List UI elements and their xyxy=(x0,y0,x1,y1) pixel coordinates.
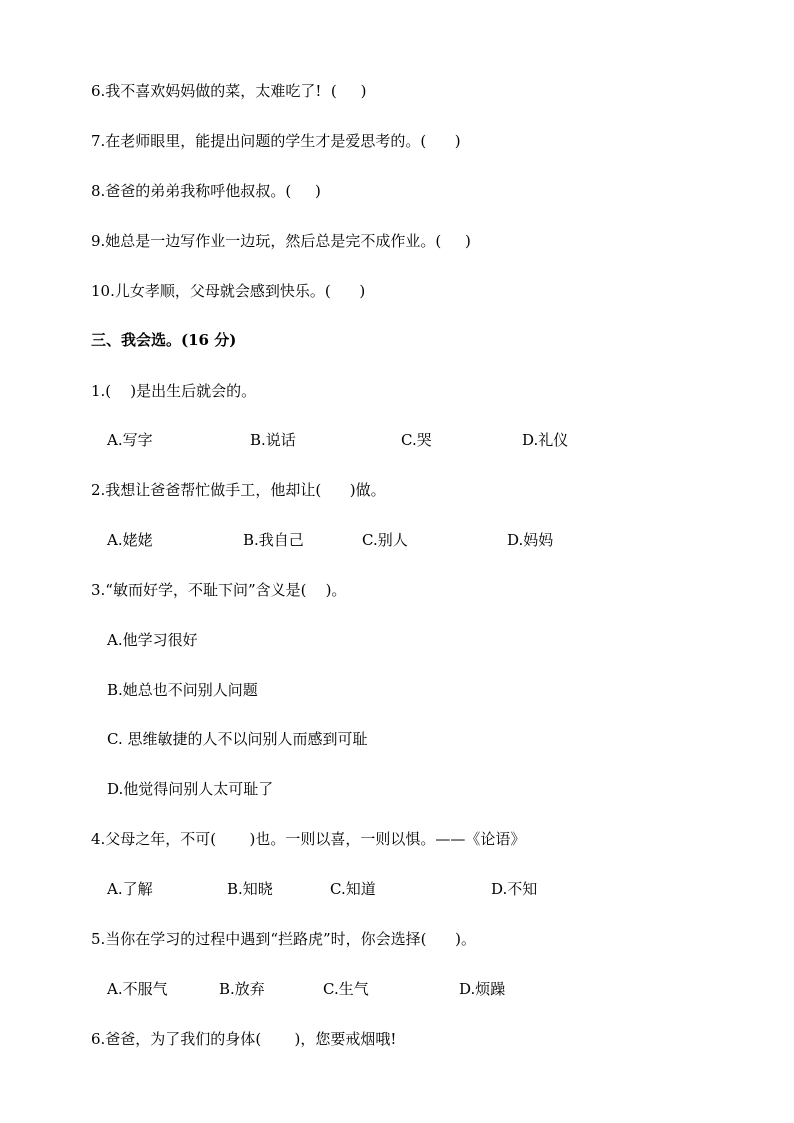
judgement-item-9: 9.她总是一边写作业一边玩，然后总是完不成作业。( ) xyxy=(91,232,471,250)
question-5-option-d: D.烦躁 xyxy=(459,980,506,998)
question-2-option-b: B.我自己 xyxy=(243,531,304,549)
question-4-option-a: A.了解 xyxy=(107,880,153,898)
question-6-stem: 6.爸爸，为了我们的身体( )，您要戒烟哦! xyxy=(91,1030,397,1048)
question-2-option-a: A.姥姥 xyxy=(107,531,153,549)
question-3-option-d: D.他觉得问别人太可耻了 xyxy=(107,780,274,798)
question-3-stem: 3.“敏而好学，不耻下问”含义是( )。 xyxy=(91,581,347,599)
question-3-option-c: C. 思维敏捷的人不以问别人而感到可耻 xyxy=(107,730,368,748)
question-4-option-d: D.不知 xyxy=(491,880,538,898)
question-4-option-b: B.知晓 xyxy=(227,880,273,898)
question-5-option-c: C.生气 xyxy=(323,980,369,998)
section-3-heading: 三、我会选。(16 分) xyxy=(91,331,237,349)
judgement-item-7: 7.在老师眼里，能提出问题的学生才是爱思考的。( ) xyxy=(91,132,461,150)
question-5-stem: 5.当你在学习的过程中遇到“拦路虎”时，你会选择( )。 xyxy=(91,930,476,948)
question-2-option-c: C.别人 xyxy=(362,531,408,549)
judgement-item-10: 10.儿女孝顺，父母就会感到快乐。( ) xyxy=(91,282,366,300)
question-3-option-a: A.他学习很好 xyxy=(107,631,198,649)
question-2-option-d: D.妈妈 xyxy=(507,531,554,549)
question-1-option-a: A.写字 xyxy=(107,431,153,449)
question-3-option-b: B.她总也不问别人问题 xyxy=(107,681,258,699)
question-4-option-c: C.知道 xyxy=(330,880,376,898)
question-1-stem: 1.( )是出生后就会的。 xyxy=(91,382,257,400)
question-4-stem: 4.父母之年，不可( )也。一则以喜，一则以惧。——《论语》 xyxy=(91,830,526,848)
judgement-item-8: 8.爸爸的弟弟我称呼他叔叔。( ) xyxy=(91,182,321,200)
question-1-option-c: C.哭 xyxy=(401,431,432,449)
question-1-option-d: D.礼仪 xyxy=(522,431,569,449)
question-1-option-b: B.说话 xyxy=(250,431,296,449)
judgement-item-6: 6.我不喜欢妈妈做的菜，太难吃了! ( ) xyxy=(91,82,367,100)
question-5-option-a: A.不服气 xyxy=(107,980,168,998)
question-5-option-b: B.放弃 xyxy=(219,980,265,998)
question-2-stem: 2.我想让爸爸帮忙做手工，他却让( )做。 xyxy=(91,481,386,499)
